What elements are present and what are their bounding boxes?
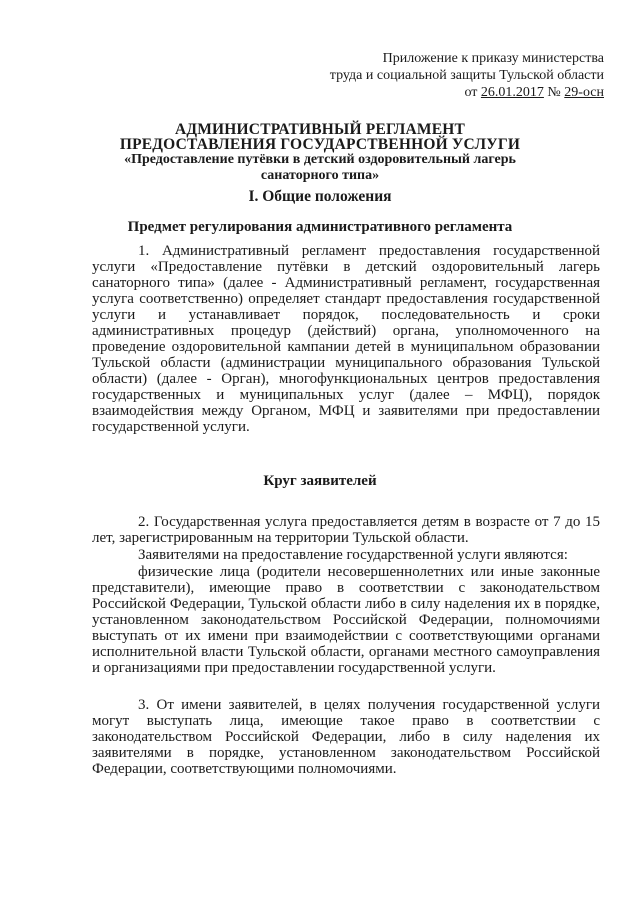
section-heading-applicants: Круг заявителей bbox=[263, 473, 377, 489]
appendix-line-2: труда и социальной защиты Тульской области bbox=[329, 68, 604, 83]
section-heading-general: I. Общие положения bbox=[248, 188, 392, 205]
title-line-2: ПРЕДОСТАВЛЕНИЯ ГОСУДАРСТВЕННОЙ УСЛУГИ bbox=[119, 136, 521, 153]
subheading-regulation-subject: Предмет регулирования административного регламента bbox=[127, 219, 513, 235]
title-line-3: «Предоставление путёвки в детский оздоровительный лагерь bbox=[124, 152, 516, 167]
appendix-date-line bbox=[264, 84, 604, 101]
number-prefix: № bbox=[543, 85, 565, 100]
appendix-line-1: Приложение к приказу министерства bbox=[382, 51, 604, 66]
paragraph-2: 2. Государственная услуга предоставляется детям в возрасте от 7 до 15 лет, зарегистрированным на территории Тульской области. bbox=[92, 514, 600, 546]
appendix-note bbox=[264, 50, 604, 101]
document-title bbox=[90, 122, 550, 184]
paragraph-1: 1. Административный регламент предоставления государственной услуги «Предоставление путёвки в детский оздоровительный лагерь санаторного типа» (далее - Административный регламент, государственная услуга соответственно) определяет стандарт предоставления государственной услуги и устанавливает порядок, последовательность и сроки административных процедур (действий) органа, уполномоченного на проведение оздоровительной кампании детей в муниципальном образовании Тульской области (администрации муниципального образования Тульской области) (далее - Орган), многофункциональных центров предоставления государственных и муниципальных услуг (далее – МФЦ), порядок взаимодействия между Органом, МФЦ и заявителями при предоставлении государственной услуги. bbox=[92, 243, 600, 435]
title-line-4: санаторного типа» bbox=[260, 168, 380, 183]
date-prefix: от bbox=[464, 85, 481, 100]
paragraph-individuals: физические лица (родители несовершеннолетних или иные законные представители), имеющие право в соответствии с законодательством Российской Федерации, Тульской области либо в силу наделения их в порядке, установленном законодательством Российской Федерации, полномочиями выступать от их имени при взаимодействии с соответствующими органами исполнительной власти Тульской области, органами местного самоуправления и организациями при предоставлении государственной услуги. bbox=[92, 564, 600, 676]
paragraph-3: 3. От имени заявителей, в целях получения государственной услуги могут выступать лица, имеющие такое право в соответствии с законодательством Российской Федерации, либо в силу наделения их заявителями в порядке, установленном законодательством Российской Федерации, соответствующими полномочиями. bbox=[92, 697, 600, 777]
paragraph-applicants-intro: Заявителями на предоставление государственной услуги являются: bbox=[138, 547, 568, 563]
title-line-1: АДМИНИСТРАТИВНЫЙ РЕГЛАМЕНТ bbox=[174, 121, 466, 138]
order-number: 29-осн bbox=[564, 85, 604, 100]
order-date: 26.01.2017 bbox=[480, 85, 544, 100]
